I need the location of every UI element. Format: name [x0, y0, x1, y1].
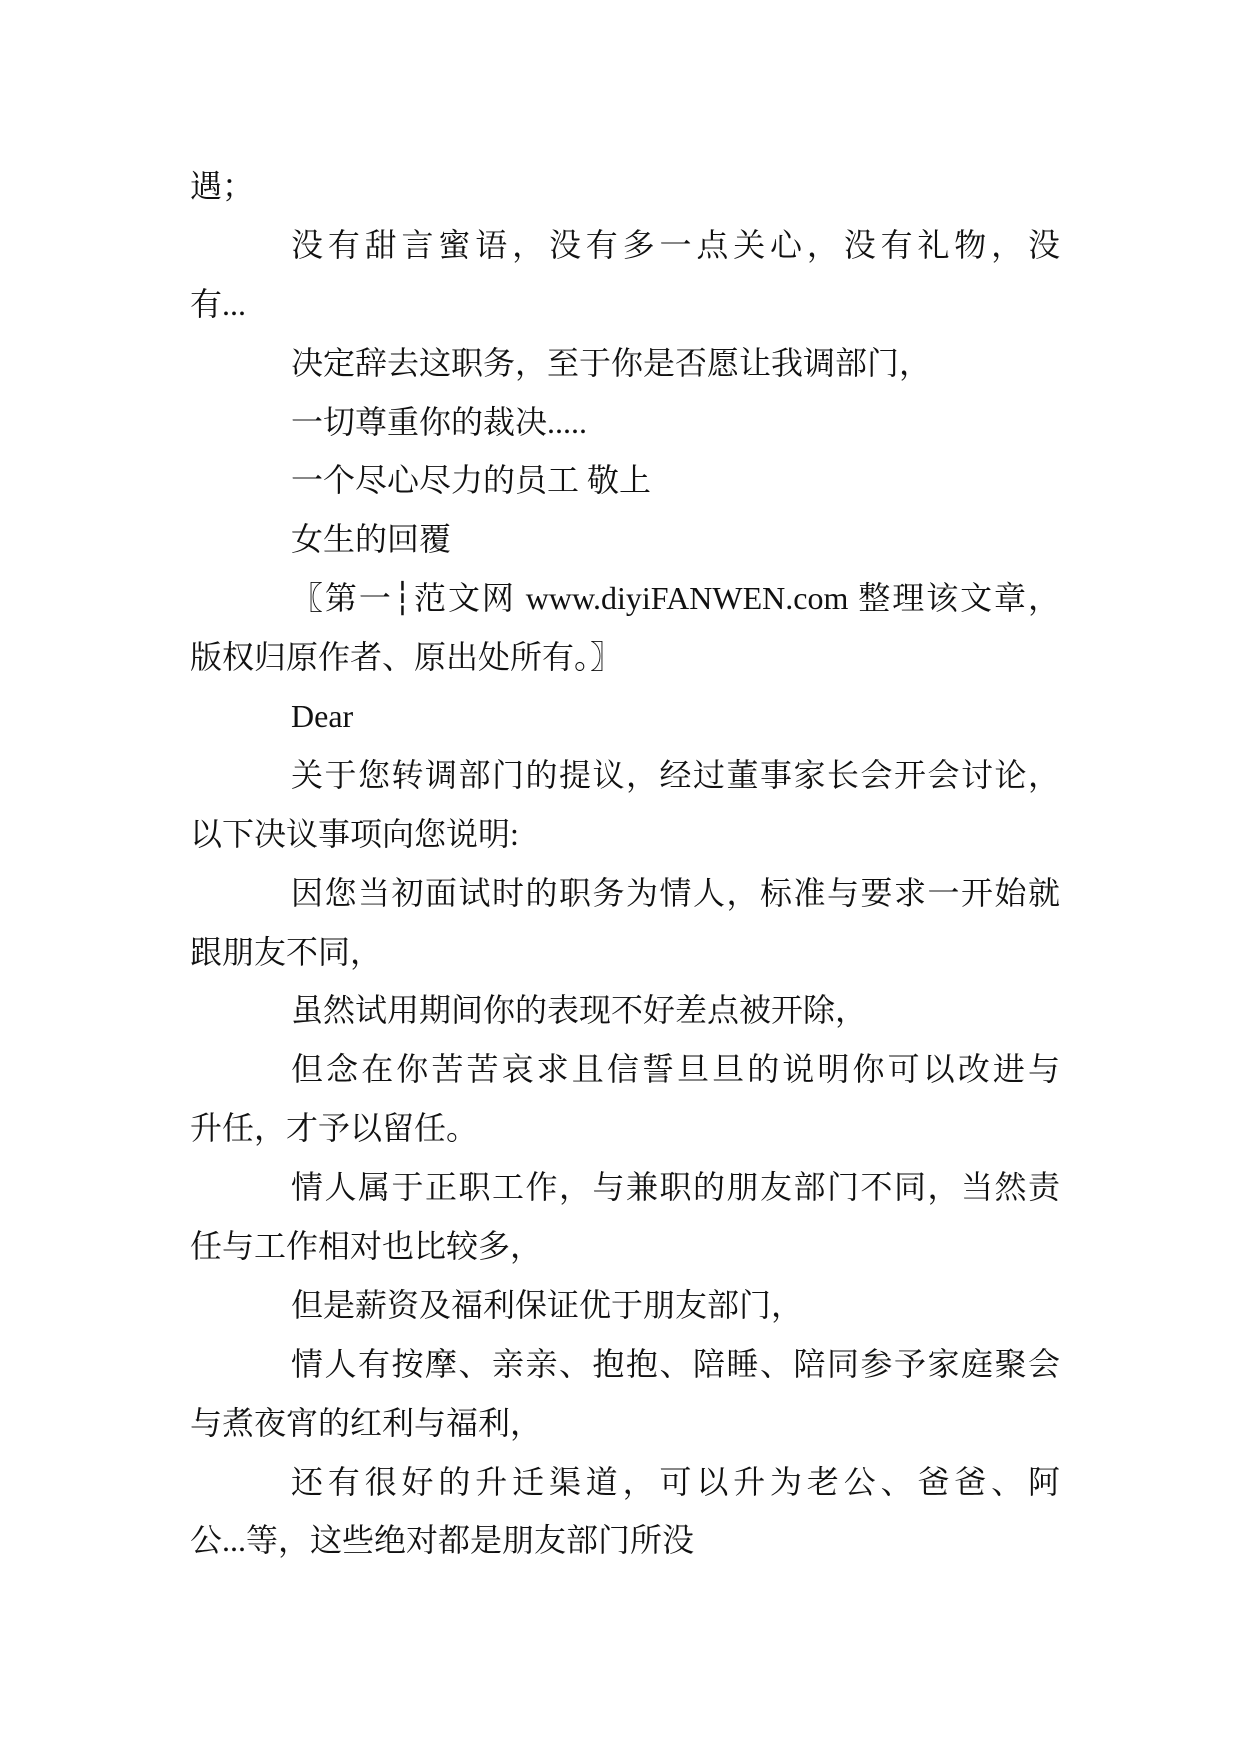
source-notice-line: 版权归原作者、原出处所有。〗 [190, 639, 623, 676]
paragraph [190, 393, 1060, 452]
document-body [190, 157, 1060, 1570]
text-line: 还有很好的升迁渠道，可以升为老公、爸爸、阿 [291, 1463, 1060, 1500]
text-line: 与煮夜宵的红利与福利， [190, 1404, 543, 1441]
text-line: 因您当初面试时的职务为情人，标准与要求一开始就 [291, 874, 1060, 911]
text-line: 虽然试用期间你的表现不好差点被开除， [291, 992, 868, 1029]
salutation: Dear [291, 698, 354, 735]
signature-line: 一个尽心尽力的员工 敬上 [291, 462, 652, 499]
paragraph [190, 687, 1060, 746]
paragraph [190, 1040, 1060, 1158]
text-line: 但是薪资及福利保证优于朋友部门， [291, 1286, 804, 1323]
text-line: 决定辞去这职务，至于你是否愿让我调部门， [291, 344, 932, 381]
text-line: 关于您转调部门的提议，经过董事家长会开会讨论， [291, 756, 1060, 793]
paragraph [190, 864, 1060, 982]
paragraph [190, 334, 1060, 393]
paragraph [190, 1335, 1060, 1453]
paragraph [190, 569, 1060, 687]
paragraph [190, 1158, 1060, 1276]
section-heading: 女生的回覆 [291, 521, 452, 558]
text-line: 没有甜言蜜语，没有多一点关心，没有礼物，没 [291, 226, 1060, 263]
text-line: 遇； [190, 168, 255, 204]
paragraph [190, 216, 1060, 334]
text-line: 以下决议事项向您说明: [190, 815, 519, 852]
text-line: 一切尊重你的裁决..... [291, 403, 588, 440]
text-line: 情人属于正职工作，与兼职的朋友部门不同，当然责 [291, 1169, 1060, 1206]
text-line: 但念在你苦苦哀求且信誓旦旦的说明你可以改进与 [291, 1051, 1060, 1088]
text-line: 情人有按摩、亲亲、抱抱、陪睡、陪同参予家庭聚会 [291, 1345, 1060, 1382]
source-notice-line: 〖第一┆范文网 www.diyiFANWEN.com 整理该文章， [291, 580, 1060, 617]
paragraph [190, 510, 1060, 569]
paragraph [190, 157, 1060, 216]
paragraph [190, 451, 1060, 510]
text-line: 跟朋友不同， [190, 933, 383, 970]
text-line: 公...等，这些绝对都是朋友部门所没 [190, 1522, 695, 1559]
paragraph [190, 1453, 1060, 1571]
paragraph [190, 1276, 1060, 1335]
text-line: 升任，才予以留任。 [190, 1110, 479, 1147]
paragraph [190, 981, 1060, 1040]
paragraph [190, 746, 1060, 864]
text-line: 有... [190, 285, 247, 322]
text-line: 任与工作相对也比较多， [190, 1228, 543, 1265]
